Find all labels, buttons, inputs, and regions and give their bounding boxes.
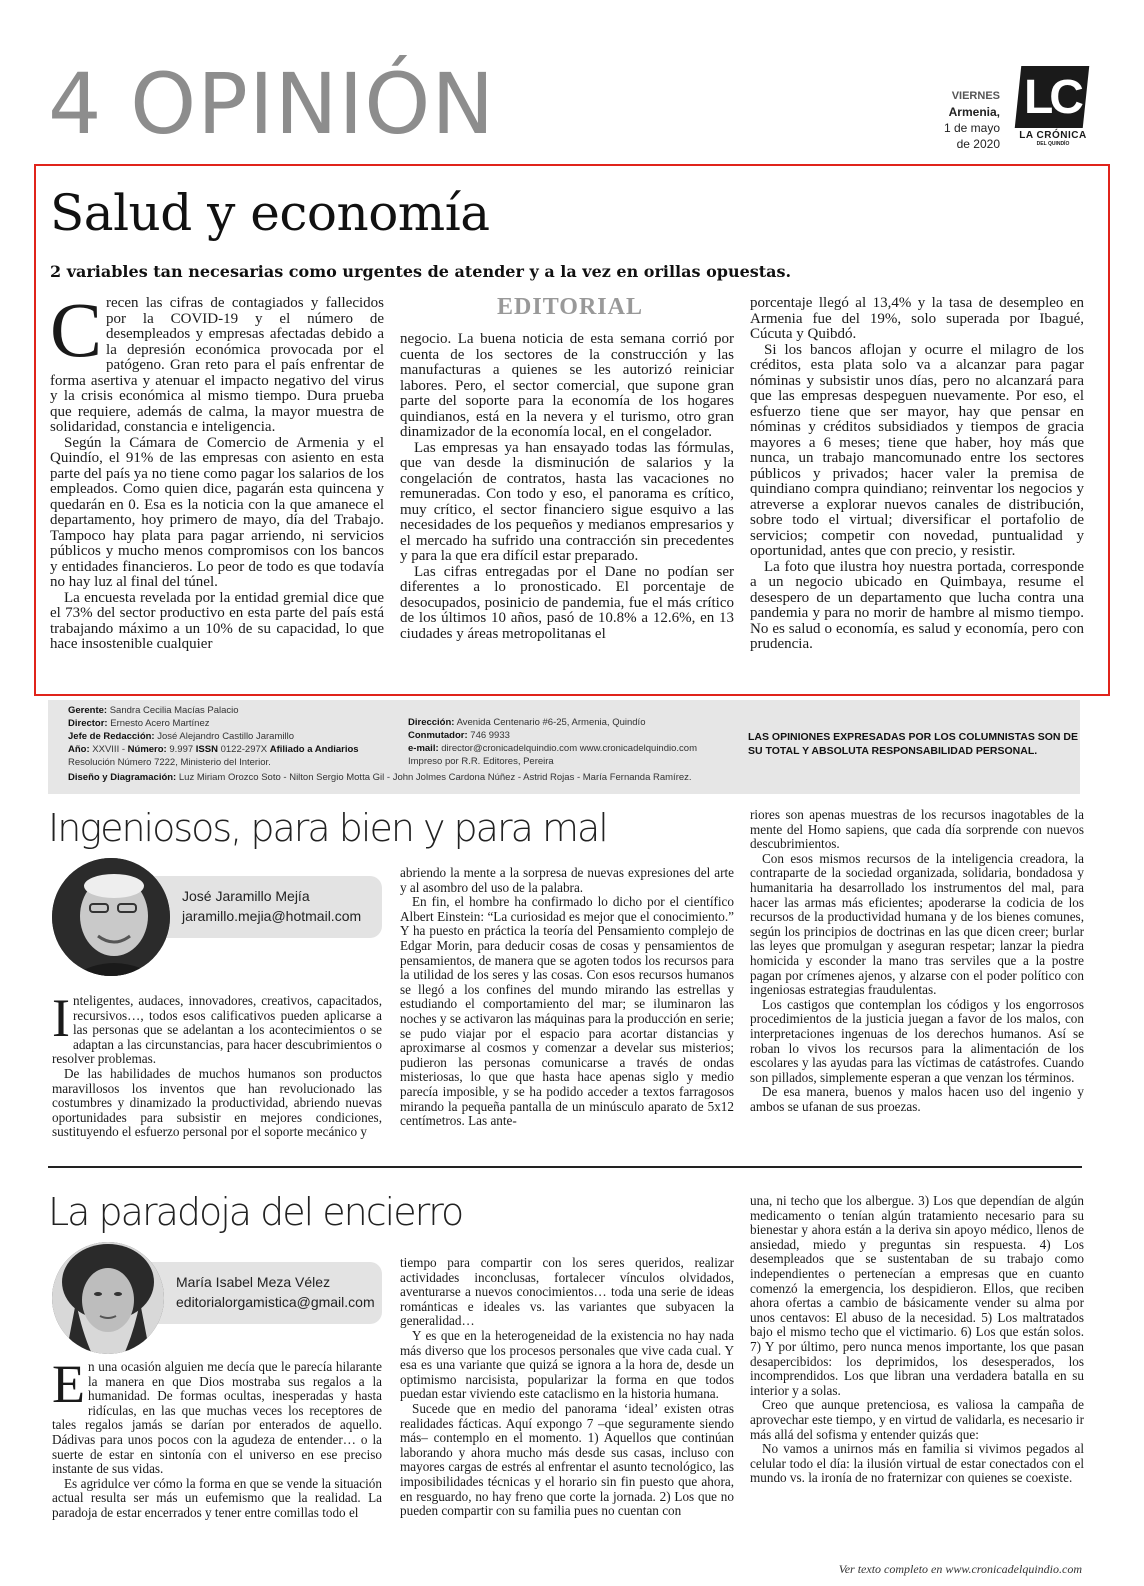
column2-text-c [750,1194,1084,1486]
issue-city: Armenia, [948,105,1000,119]
column2-text-a [52,1354,382,1521]
issue-date [944,88,1000,152]
masthead-staff: Gerente: Sandra Cecilia Macías Palacio Director: Ernesto Acero Martínez Jefe de Redacción: José Alejandro Castillo Jaramillo Año: XXVIII - Número: 9.997 ISSN 0122-297X Afiliado a Andiarios Resolución Número 7222, Ministerio del Interior. [68,705,359,768]
newspaper-logo [1012,66,1094,147]
paragraph: Inteligentes, audaces, innovadores, creativos, capacitados, recursivos…, todos esos calificativos pueden aplicarse a las personas que se adelantan a los acontecimientos o se adaptan a las circunstancias, para hacer descubrimientos o resolver problemas. [52,988,382,1067]
issue-day: VIERNES [951,90,1000,102]
paragraph: Crecen las cifras de contagiados y fallecidos por la COVID-19 y el número de desempleados y empresas afectadas debido a la depresión económica provocada por el patógeno. Gran reto para el país enfrentar de forma asertiva y atenuar el impacto negativo del virus y la crisis económica al mismo tiempo. Dura prueba que requiere, además de calma, la mayor muestra de solidaridad, constancia e inteligencia. [50,286,384,435]
editorial-column-2 [400,332,734,642]
column1-email: jaramillo.mejia@hotmail.com [182,908,362,924]
paragraph: De las habilidades de muchos humanos son productos maravillosos los inventos que han revolucionado las costumbres y dinamizado la productividad, abriendo nuevas oportunidades para subsistir en mejores condiciones, sustituyendo el esfuerzo personal por el soporte mecánico y [52,1065,382,1140]
masthead-design-credits: Diseño y Diagramación: Luz Miriam Orozco Soto - Nilton Sergio Motta Gil - John Jolmes Cardona Núñez - Astrid Rojas - María Fernanda Ramírez. [68,772,692,783]
paragraph: Según la Cámara de Comercio de Armenia y el Quindío, el 91% de las empresas con asiento en esta parte del país ya no tiene como pagar los salarios de los empleados. Como quien dice, pagarán esta quincena y quedarán en 0. Esa es la noticia con la que amanece el departamento, hoy primero de mayo, día del Trabajo. Tampoco hay plata para pagar arriendo, ni servicios públicos y mucho menos compromisos con los bancos y entidades financieros. Lo peor de todo es que todavía no hay luz al final del túnel. [50,434,384,590]
issue-date-line1: 1 de mayo [943,121,1000,135]
paragraph: riores son apenas muestras de los recursos inagotables de la mente del Homo sapiens, que cada día sorprende con nuevos descubrimientos. [750,807,1084,852]
issue-date-line2: de 2020 [956,137,1000,151]
masthead-contact: Dirección: Avenida Centenario #6-25, Armenia, Quindío Conmutador: 746 9933 e-mail: director@cronicadelquindio.com www.cronicadelquindio.com Impreso por R.R. Editores, Pereira [408,717,697,767]
paragraph: En una ocasión alguien me decía que le parecía hilarante la manera en que Dios mostraba sus regalos a la humanidad. De formas ocultas, inesperadas y hasta ridículas, en las que muchas veces los receptores de tales regalos jamás se darían por enterados de aquello. Dádivas para unos pocos con la agudeza de entender… o la suerte de estar en sintonía con el universo en ese preciso instante de sus vidas. [52,1354,382,1477]
column2-email: editorialorgamistica@gmail.com [176,1294,375,1310]
editorial-column-3 [750,296,1084,653]
column1-text-b [400,866,734,1129]
column2-author-photo [52,1242,164,1354]
column1-author: José Jaramillo Mejía [182,888,310,904]
logo-subtitle: DEL QUINDÍO [1036,141,1070,147]
column2-author: María Isabel Meza Vélez [176,1274,331,1290]
paragraph: La foto que ilustra hoy nuestra portada, corresponde a un negocio ubicado en Quimbaya, resume el desespero de un departamento que lucha contra una pandemia y para no morir de hambre al mismo tiempo. No es salud o economía, es salud y economía, pero con prudencia. [750,558,1084,652]
masthead-email: director@cronicadelquindio.com www.cronicadelquindio.com [441,743,697,754]
paragraph: Las empresas ya han ensayado todas las fórmulas, que van desde la disminución de salarios y la congelación de contratos, hasta las vacaciones no remuneradas. Con todo y eso, el panorama es crítico, muy crítico, el sector financiero sigue esquivo a las necesidades de los pequeños y medianos empresarios y el mercado ha sufrido una contracción sin precedentes y para la que era difícil estar preparado. [400,439,734,564]
drop-cap: C [50,286,103,373]
paragraph: negocio. La buena noticia de esta semana corrió por cuenta de los sectores de la construcción y las manufacturas a quienes se les autorizó reiniciar labores. Pero, el sector comercial, que supone gran parte del soporte para la economía de los hogares quindianos, está en la nevera y el turismo, otro gran dinamizador de la economía local, en el congelador. [400,331,734,440]
paragraph: porcentaje llegó al 13,4% y la tasa de desempleo en Armenia fue del 19%, solo superada por Ibagué, Cúcuta y Quibdó. [750,295,1084,342]
paragraph: Si los bancos aflojan y ocurre el milagro de los créditos, esta plata solo va a alcanzar para pagar nóminas y subsistir unos días, pero no alcanzará para que las empresas despeguen nuevamente. Por eso, el esfuerzo tiene que ser mayor, hay que pensar en nóminas y créditos subsidiados y tiempos de gracia mayores a 6 meses; tiene que haber, hoy más que nunca, un trabajo mancomunado entre los sectores públicos y privados; hacer valer la premisa de quindiano compra quindiano; reinventar los negocios y atreverse a explorar nuevos canales de distribución, sobre todo el virtual; diversificar el portafolio de servicios; competir con novedad, puntualidad y oportunidad, antes que con precio, y resistir. [750,341,1084,559]
drop-cap: I [52,988,70,1048]
paragraph: Es agridulce ver cómo la forma en que se vende la situación actual resulta ser más un eufemismo que la realidad. La paradoja de estar encerrados y tener entre comillas todo el [52,1475,382,1520]
masthead [48,700,1080,794]
editorial-title: Salud y economía [50,184,490,242]
paragraph: Con esos mismos recursos de la inteligencia creadora, la contraparte de la sociedad organizada, solidaria, bondadosa y humanitaria ha desarrollado los instrumentos del mal, para hacer las armas más eficientes; apoderarse la codicia de los recursos de la productividad humana y de los bienes comunes, según los principios de doctrinas en las que dicen creer; burlar las leyes que promulgan y aseguran respetar; lanzar la piedra homicida y esconder la mano tras serviles que a la postre pagan por crímenes ajenos, y alzarse con el poder político con ingeniosas estrategias fraudulentas. [750,850,1084,998]
column1-author-photo [52,858,170,976]
column1-text-c [750,808,1084,1114]
editorial-label: EDITORIAL [497,294,643,320]
paragraph: tiempo para compartir con los seres queridos, realizar actividades inconclusas, fortalecer vínculos olvidados, aventurarse a nuevos conocimientos… toda una serie de ideas románticas e ideales vs. las variantes que subyacen la generalidad… [400,1255,734,1329]
paragraph: abriendo la mente a la sorpresa de nuevas expresiones del arte y al asombro del uso de la palabra. [400,865,734,895]
logo-letters: LC [1024,70,1080,124]
portrait-icon [52,858,170,976]
paragraph: Los castigos que contemplan los códigos y los engorrosos procedimientos de la justicia juegan a favor de los malos, con interpretaciones ingenuas de los derechos humanos. Así se roban lo vivos los recursos para la alimentación de los escolares y las ayudas para las víctimas de catástrofes. Cuando son pillados, simplemente esperan a que venzan los términos. [750,996,1084,1085]
editorial-subtitle: 2 variables tan necesarias como urgentes de atender y a la vez en orillas opuestas. [50,262,792,281]
read-more-link[interactable]: Ver texto completo en www.cronicadelquindio.com [838,1562,1082,1576]
column1-title: Ingeniosos, para bien y para mal [48,806,607,850]
paragraph: una, ni techo que los albergue. 3) Los que dependían de algún medicamento o tenían algún tratamiento necesario para su bienestar y ahora están a la deriva sin apoyo médico, llenos de ansiedad, miedo y preguntas sin respuesta. 4) Los desempleados que se sustentaban de su trabajo como independientes o pertenecían a empresas que en cuanto comenzó la emergencia, los despidieron. Ellos, que reciben ahora ofertas a cambio de básicamente vender su alma por unos centavos: El abuso de la necesidad. 5) Los maltratados bajo el mismo techo que el victimario. 6) Los que están solos. 7) Y por último, pero nunca menos importante, los que pasan desapercibidos: los deprimidos, los desesperados, los incomprendidos. Los que libran una verdadera batalla en su interior y a solas. [750,1193,1084,1398]
column2-text-b [400,1256,734,1519]
editorial-column-1 [50,286,384,653]
paragraph: Sucede que en medio del panorama ‘ideal’ existen otras realidades fácticas. Aquí expongo 7 –que seguramente siendo más– contemplo en el momento. 1) Aquellos que continúan laborando y ahora mucho más desde sus casas, incluso con mayores cargas de estrés al enfrentar el asunto tecnológico, las imposibilidades técnicas y el horario sin fin puesto que ahora, en resguardo, no hay freno que corte la jornada. 2) Los que no pueden compartir con su familia pues no cuentan con [400,1400,734,1519]
paragraph: No vamos a unirnos más en familia si vivimos pegados al celular todo el día: la ilusión virtual de estar conectados con el mundo vs. la ironía de no fraternizar con quienes se coexiste. [750,1441,1084,1486]
paragraph: Las cifras entregadas por el Dane no podían ser diferentes a lo pronosticado. El porcentaje de desocupados, posinicio de pandemia, fue el más crítico de los últimos 10 años, pasó de 10.8% a 12.6%, en 13 ciudades y áreas metropolitanas el [400,563,734,642]
column-divider [48,1166,1082,1168]
paragraph: La encuesta revelada por la entidad gremial dice que el 73% del sector productivo en esta parte del país está trabajando máximo a un 10% de su capacidad, lo que hace insostenible cualquier [50,589,384,652]
masthead-disclaimer: LAS OPINIONES EXPRESADAS POR LOS COLUMNISTAS SON DE SU TOTAL Y ABSOLUTA RESPONSABILIDAD PERSONAL. [748,731,1079,757]
paragraph: Y es que en la heterogeneidad de la existencia no hay nada más diverso que los procesos personales que vive cada cual. Y esa es una variante que quizá se ignora a la hora de, desde un optimismo narcisista, popularizar la forma en que todos puedan estar viviendo este cataclismo en la historia humana. [400,1327,734,1402]
paragraph: En fin, el hombre ha confirmado lo dicho por el científico Albert Einstein: “La curiosidad es mejor que el conocimiento.” Y ha puesto en práctica la teoría del Pensamiento complejo de Edgar Morin, para deducir cosas de cosas y pensamientos de pensamientos, de manera que se agoten todos los recursos para la utilidad de los seres y las cosas. Con esos recursos humanos se llegó a los confines del mundo mirando las estrellas y estudiando el comportamiento del mar; se iluminaron las noches y se activaron las máquinas para la producción en serie; se pudo viajar por el espacio para acortar distancias y aproximarse al cosmos y comenzar a develar sus misterios; pudieron las personas comunicarse a través de ondas misteriosas, lo que que hasta hace apenas siglo y medio parecía imposible, y se ha podido acceder a textos farragosos mirando la pequeña pantalla de un minúsculo aparato de 5x12 centímetros. Las ante- [400,894,734,1129]
column2-title: La paradoja del encierro [48,1190,463,1234]
portrait-icon [52,1242,164,1354]
section-title: 4 OPINIÓN [48,55,496,153]
paragraph: Creo que aunque pretenciosa, es valiosa la campaña de aprovechar este tiempo, y en virtud de validarla, es necesario ir más allá del sofisma y entender quizás que: [750,1397,1084,1442]
logo-name: LA CRÓNICA [1019,130,1087,141]
column1-text-a [52,988,382,1140]
paragraph: De esa manera, buenos y malos hacen uso del ingenio y ambos se ufanan de sus proezas. [750,1084,1084,1114]
drop-cap: E [52,1354,85,1414]
